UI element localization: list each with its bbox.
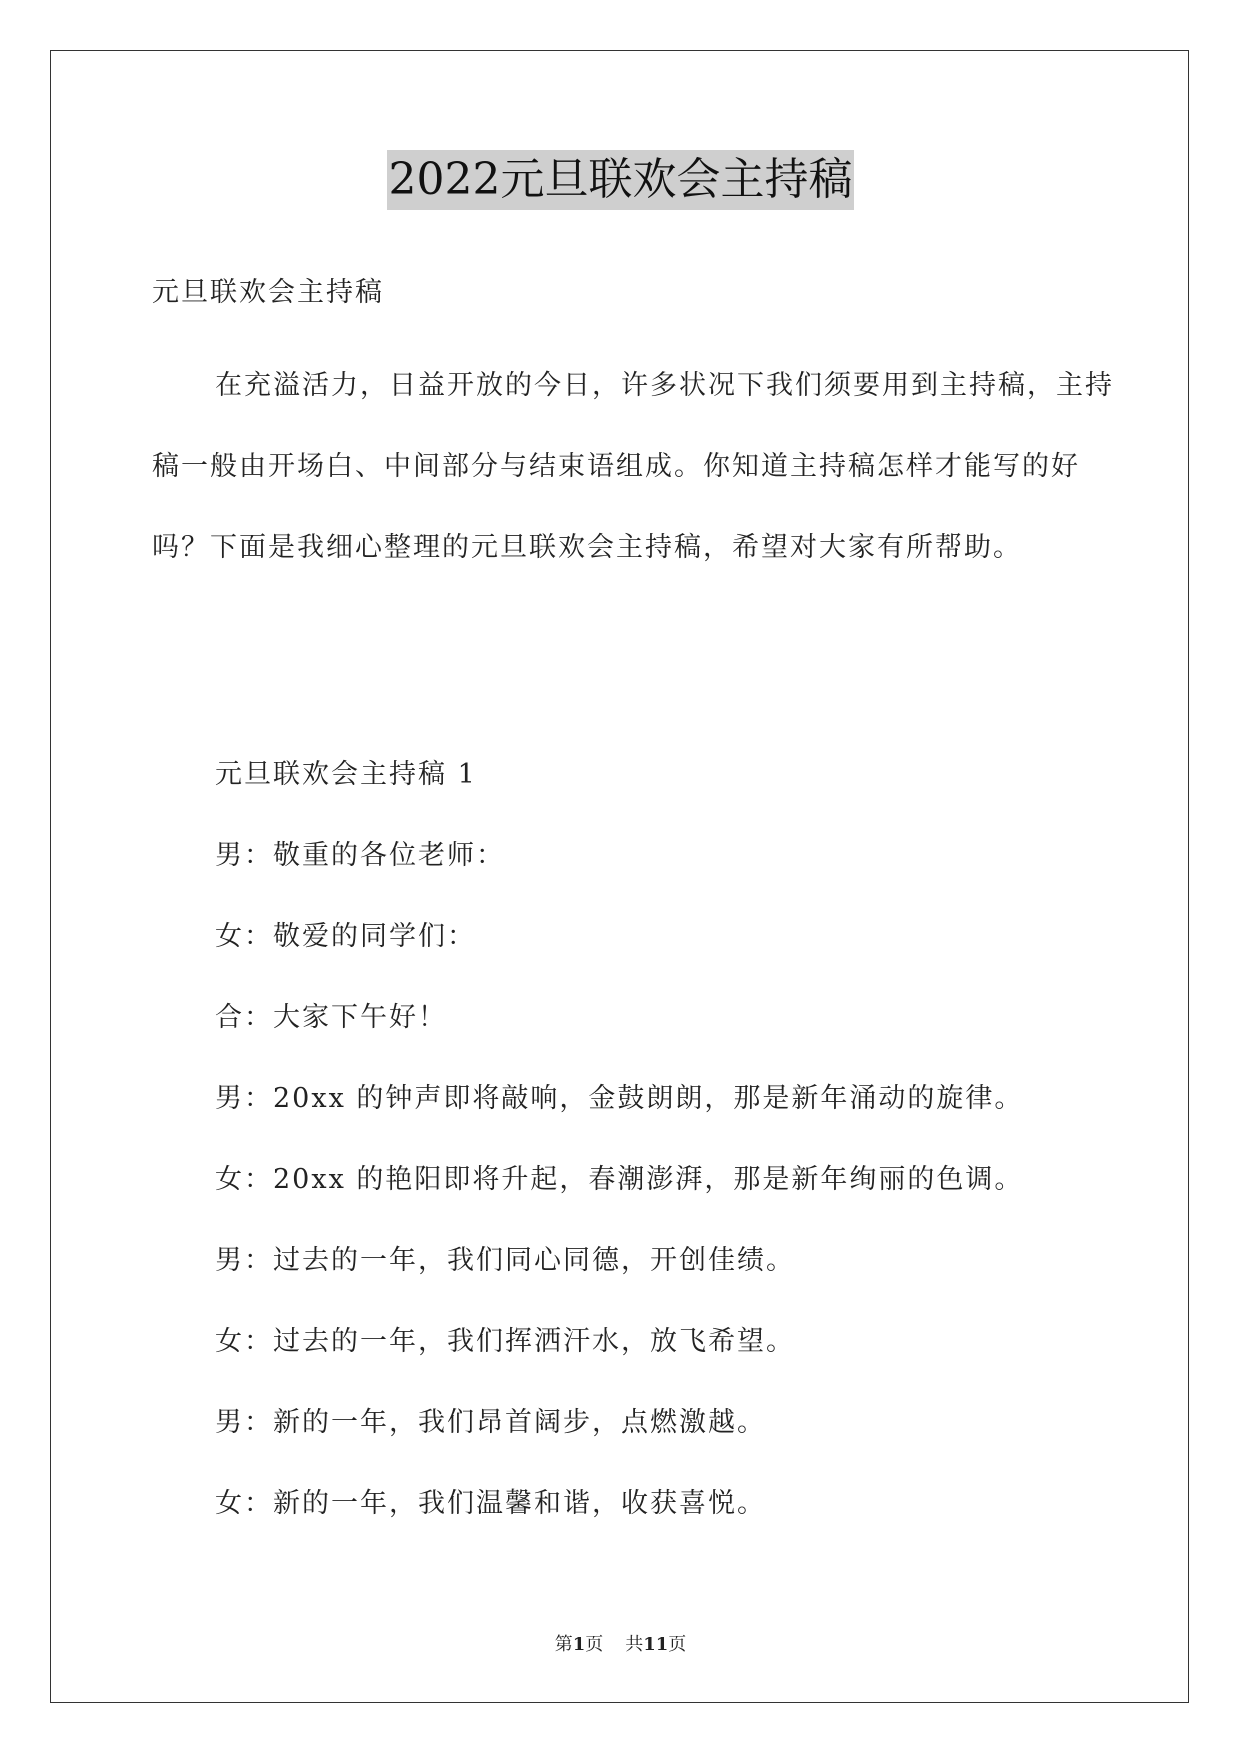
dialogue-line: 男：敬重的各位老师： xyxy=(215,840,505,871)
dialogue-list xyxy=(152,755,1114,1565)
page-prefix: 第 xyxy=(554,1634,573,1655)
intro-paragraph: 在充溢活力，日益开放的今日，许多状况下我们须要用到主持稿，主持稿一般由开场白、中间部分与结束语组成。你知道主持稿怎样才能写的好吗？下面是我细心整理的元旦联欢会主持稿，希望对大家有所帮助。 xyxy=(152,370,1114,563)
dialogue-line: 男：新的一年，我们昂首阔步，点燃激越。 xyxy=(215,1407,766,1438)
total-prefix: 共 xyxy=(625,1634,644,1655)
dialogue-line: 女：敬爱的同学们： xyxy=(215,921,476,952)
dialogue-line: 女：过去的一年，我们挥洒汗水，放飞希望。 xyxy=(215,1326,795,1357)
dialogue-line: 男：20xx 的钟声即将敲响，金鼓朗朗，那是新年涌动的旋律。 xyxy=(215,1083,1024,1114)
section-heading: 元旦联欢会主持稿 1 xyxy=(215,759,477,790)
total-pages: 11 xyxy=(643,1634,669,1655)
page-suffix: 页 xyxy=(585,1634,604,1655)
dialogue-line: 男：过去的一年，我们同心同德，开创佳绩。 xyxy=(215,1245,795,1276)
title-container xyxy=(0,150,1241,210)
dialogue-line: 女：新的一年，我们温馨和谐，收获喜悦。 xyxy=(215,1488,766,1519)
dialogue-line: 女：20xx 的艳阳即将升起，春潮澎湃，那是新年绚丽的色调。 xyxy=(215,1164,1024,1195)
page-footer xyxy=(0,1630,1241,1656)
page-number: 1 xyxy=(572,1634,586,1655)
document-title: 2022元旦联欢会主持稿 xyxy=(387,150,855,210)
total-suffix: 页 xyxy=(668,1634,687,1655)
document-subtitle: 元旦联欢会主持稿 xyxy=(152,277,384,308)
dialogue-line: 合：大家下午好！ xyxy=(215,1002,447,1033)
